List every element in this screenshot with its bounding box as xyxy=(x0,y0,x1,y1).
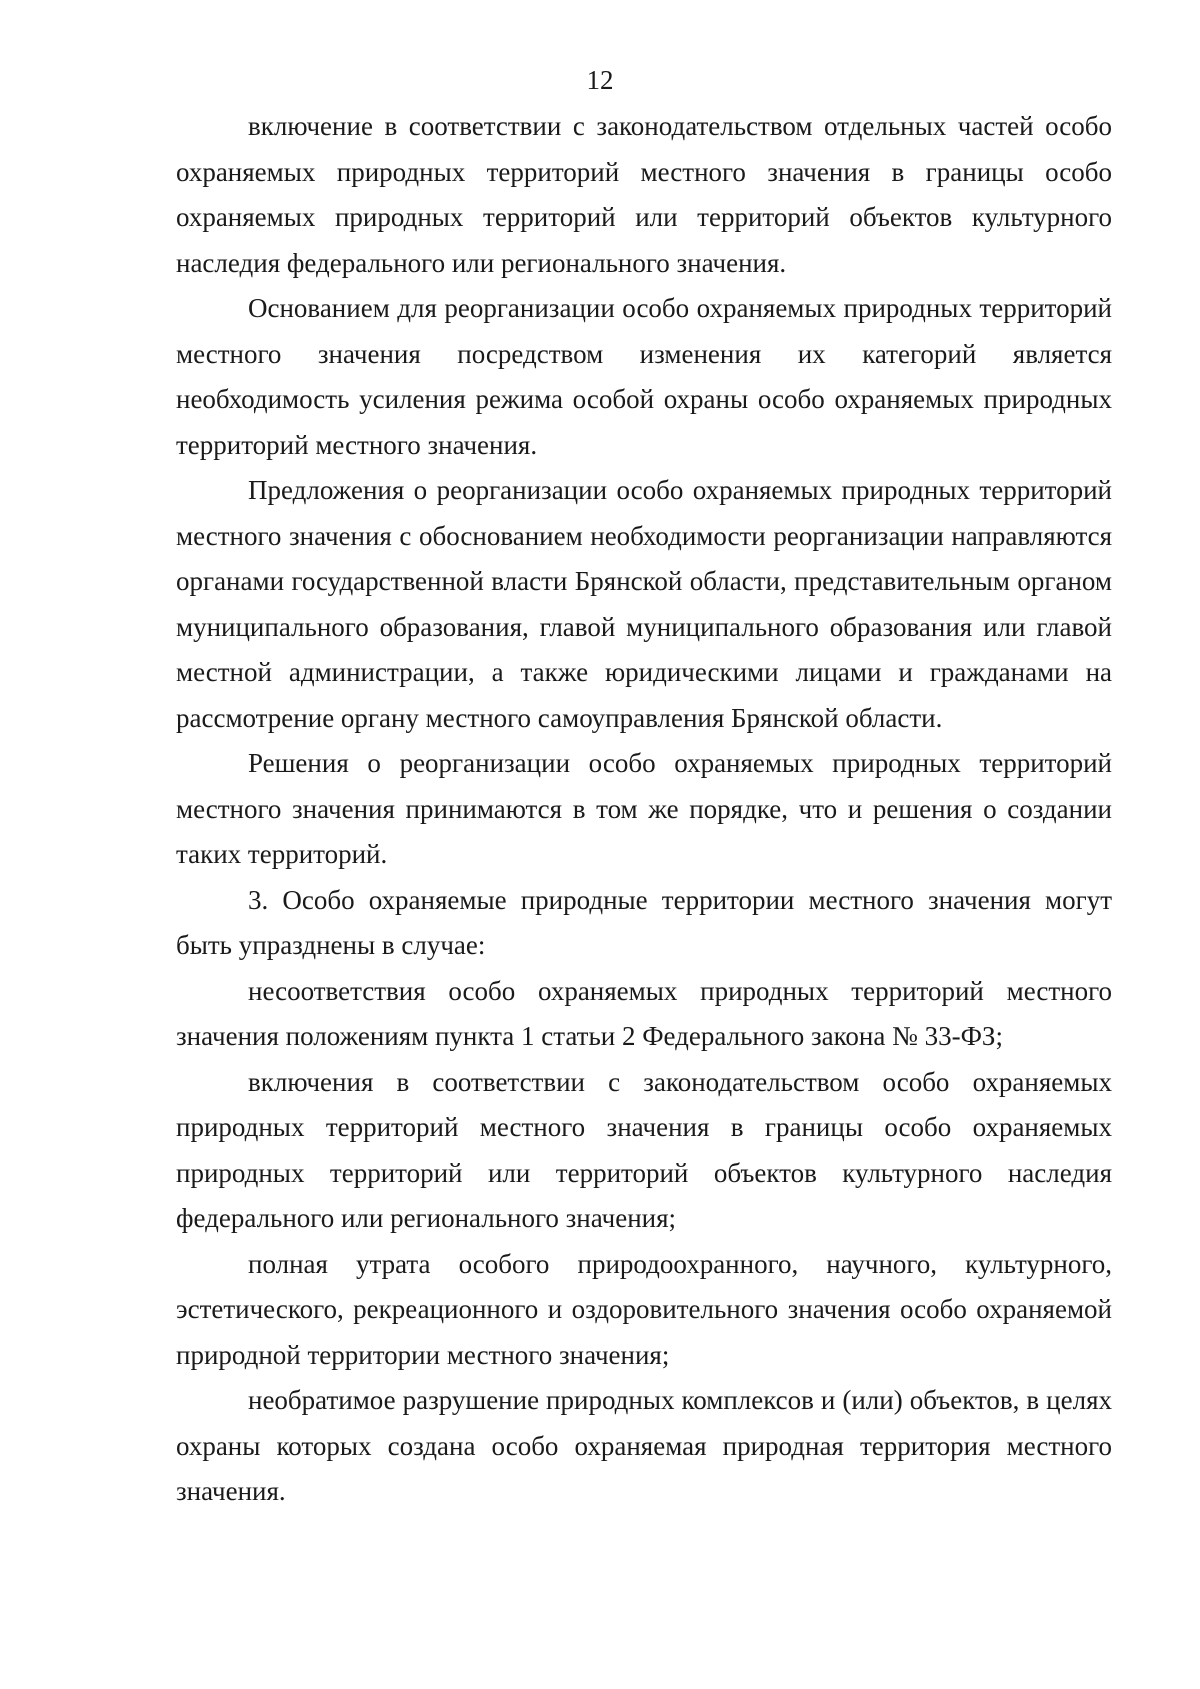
paragraph: необратимое разрушение природных комплексов и (или) объектов, в целях охраны которых создана особо охраняемая природная территория местного значения. xyxy=(176,1385,1112,1506)
paragraph: Основанием для реорганизации особо охраняемых природных территорий местного значения посредством изменения их категорий является необходимость усиления режима особой охраны особо охраняемых природных территорий местного значения. xyxy=(176,293,1112,460)
paragraph: Решения о реорганизации особо охраняемых природных территорий местного значения принимаются в том же порядке, что и решения о создании таких территорий. xyxy=(176,748,1112,869)
paragraph: несоответствия особо охраняемых природных территорий местного значения положениям пункта 1 статьи 2 Федерального закона № 33-ФЗ; xyxy=(176,975,1112,1051)
paragraph: 3. Особо охраняемые природные территории местного значения могут быть упразднены в случае: xyxy=(176,884,1112,960)
paragraph: полная утрата особого природоохранного, научного, культурного, эстетического, рекреационного и оздоровительного значения особо охраняемой природной территории местного значения; xyxy=(176,1248,1112,1370)
document-body xyxy=(176,104,1112,1515)
paragraph: Предложения о реорганизации особо охраняемых природных территорий местного значения с обоснованием необходимости реорганизации направляются органами государственной власти Брянской области, представительным органом муниципального образования, главой муниципального образования или главой местной администрации, а также юридическими лицами и гражданами на рассмотрение органу местного самоуправления Брянской области. xyxy=(176,475,1112,733)
page-number: 12 xyxy=(586,65,614,95)
paragraph: включение в соответствии с законодательством отдельных частей особо охраняемых природных территорий местного значения в границы особо охраняемых природных территорий или территорий объектов культурного наследия федерального или регионального значения. xyxy=(176,111,1112,278)
paragraph: включения в соответствии с законодательством особо охраняемых природных территорий местного значения в границы особо охраняемых природных территорий или территорий объектов культурного наследия федерального или регионального значения; xyxy=(176,1066,1112,1233)
